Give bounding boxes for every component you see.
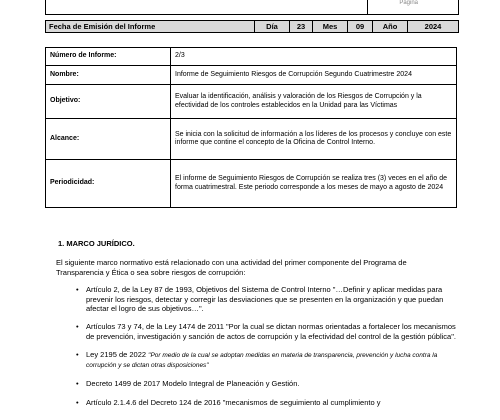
table-row: [46, 85, 457, 119]
month-label: Mes: [312, 21, 347, 32]
report-info-table: [45, 47, 457, 208]
list-item-text: Ley 2195 de 2022: [86, 350, 149, 359]
list-item: [76, 379, 456, 389]
list-item: [76, 350, 456, 370]
list-item-text: Artículo 2, de la Ley 87 de 1993, Objetivos del Sistema de Control Interno "…Definir y aplicar medidas para prevenir los riesgos, detectar y corregir las desviaciones que se presenten en la organización y que puedan afectar el logro de sus objetivos…".: [86, 285, 444, 313]
year-value: 2024: [407, 21, 458, 32]
list-item: [76, 322, 456, 341]
list-item: [76, 397, 456, 407]
report-name-label: Nombre:: [46, 66, 171, 85]
objective-value: Evaluar la identificación, análisis y valoración de los Riesgos de Corrupción y la efectividad de los controles establecidos en la Unidad para las Víctimas: [171, 85, 457, 119]
bullet-icon: •: [76, 379, 79, 389]
report-name-value: Informe de Seguimiento Riesgos de Corrupción Segundo Cuatrimestre 2024: [171, 66, 457, 85]
emission-date-label: Fecha de Emisión del Informe: [49, 22, 156, 31]
emission-date-row: [45, 20, 459, 33]
report-number-value: 2/3: [171, 48, 457, 66]
table-row: [46, 160, 457, 208]
bullet-icon: •: [76, 322, 79, 332]
periodicity-value: El informe de Seguimiento Riesgos de Corrupción se realiza tres (3) veces en el año de forma cuatrimestral. Este periodo corresponde a los meses de mayo a agosto de 2024: [171, 160, 457, 208]
list-item-text: Decreto 1499 de 2017 Modelo Integral de Planeación y Gestión.: [86, 379, 300, 389]
day-value: 23: [289, 21, 312, 32]
section-heading: 1. MARCO JURÍDICO.: [58, 239, 135, 248]
legal-framework-section: [56, 239, 456, 416]
list-item-text: Artículo 2.1.4.6 del Decreto 124 de 2016 "mecanismos de seguimiento al cumplimiento y: [86, 397, 381, 407]
year-label: Año: [372, 21, 407, 32]
section-intro: El siguiente marco normativo está relacionado con una actividad del primer componente del Programa de Transparencia y Ética o sea sobre riesgos de corrupción:: [56, 258, 407, 277]
table-row: [46, 66, 457, 85]
scope-value: Se inicia con la solicitud de información a los líderes de los procesos y concluye con este informe que contine el concepto de la Oficina de Control Interno.: [171, 119, 457, 160]
legal-framework-list: [56, 285, 456, 407]
bullet-icon: •: [76, 285, 79, 295]
month-value: 09: [347, 21, 372, 32]
page-label: Página: [399, 0, 418, 6]
header-strip: [45, 0, 459, 15]
page-cell: [367, 0, 458, 14]
list-item-text: Artículos 73 y 74, de la Ley 1474 de 2011 "Por la cual se dictan normas orientadas a fortalecer los mecanismos de prevención, investigación y sanción de actos de corrupción y la efectividad del control de la gestión pública".: [86, 322, 456, 341]
table-row: [46, 119, 457, 160]
objective-label: Objetivo:: [46, 85, 171, 119]
list-item: [76, 285, 456, 313]
day-label: Día: [254, 21, 289, 32]
scope-label: Alcance:: [46, 119, 171, 160]
report-number-label: Número de Informe:: [46, 48, 171, 66]
bullet-icon: •: [76, 350, 79, 359]
table-row: [46, 48, 457, 66]
bullet-icon: •: [76, 397, 79, 407]
periodicity-label: Periodicidad:: [46, 160, 171, 208]
list-item-italic-text: "Por medio de la cual se adoptan medidas en materia de transparencia, prevención y lucha contra la corrupción y se dictan otras disposiciones": [86, 352, 438, 370]
